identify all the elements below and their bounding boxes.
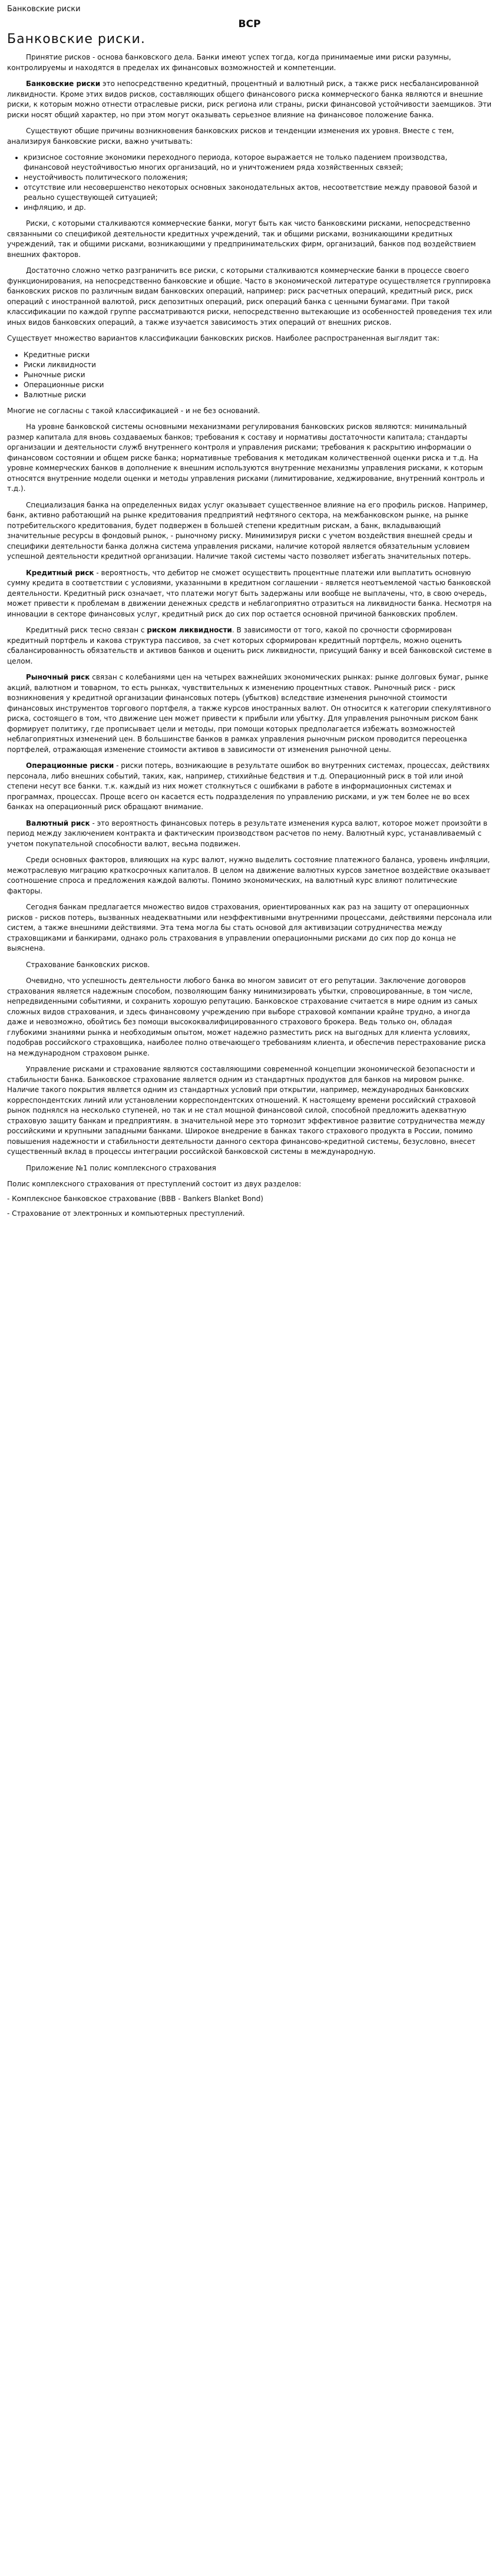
paragraph-disagree: Многие не согласны с такой классификацией - и не без оснований. [7,406,260,415]
document-title: Банковские риски [7,5,81,14]
paragraph-credit-risk [7,568,492,620]
paragraph-risk-types: Риски, с которыми сталкиваются коммерческие банки, могут быть как чисто банковскими рисками, непосредственно связанными со спецификой деятельности кредитных учреждений, так и общими рисками, возникающими кредитных учреждений, так и общими рисками, возникающими у предпринимательских фирм, организаций, банков под воздействием внешних факторов. [7,219,476,259]
paragraph-currency-risk [7,819,492,850]
policy-section-2: - Страхование от электронных и компьютерных преступлений. [7,1209,245,1218]
bold-term: Банковские риски [26,80,101,88]
list-item: • Кредитные риски [24,350,492,360]
risk-classification-list [7,350,492,400]
list-item: • Валютные риски [24,390,492,400]
appendix-title: Приложение №1 полис комплексного страхования [26,1163,216,1172]
paragraph-regulation: На уровне банковской системы основными механизмами регулирования банковских рисков являются: минимальный размер капитала для вновь создаваемых банков; требования к составу и нормативы достаточности капитала; стандарты организации и деятельности служб внутреннего контроля и управления рисками; требования к раскрытию информации о финансовом состоянии и общем риске банка; нормативные требования к методикам количественной оценки риска и т.д. На уровне коммерческих банков в дополнение к внешним используются внутренние механизмы управления рисками, к которым относятся внутренние модели оценки и методы управления рисками (лимитирование, хеджирование, внутренний контроль и т.д.). [7,423,485,493]
subheading-insurance: Страхование банковских рисков. [26,960,150,969]
bold-term: риском ликвидности [147,626,232,634]
policy-section-1: - Комплексное банковское страхование (BBB - Bankers Blanket Bond) [7,1195,263,1203]
paragraph-classification: Достаточно сложно четко разграничить все риски, с которыми сталкиваются коммерческие банки в процессе своего функционирования, на непосредственно банковские и общие. Часто в экономической литературе осуществляется группировка банковских рисков по различным видам банковских операций, например: риск расчетных операций, кредитный риск, риск операций с иностранной валютой, риск депозитных операций, риск операций банка с ценными бумагами. При такой классификации по каждой группе рассматриваются риски, непосредственно вытекающие из особенностей проведения тех или иных видов банковских операций, а также изучается зависимость этих операций от внешних рисков. [7,266,492,326]
paragraph-text: - риски потерь, возникающие в результате ошибок во внутренних системах, процессах, действиях персонала, либо внешних событий, таких, как, например, стихийные бедствия и т.д. Операционный риск в той или иной степени несут все банки. т.к. каждый из них может столкнуться с ошибками в работе в информационных системах и программах, процессах. Проще всего он касается есть подразделения по управлению рисками, и уж тем более не во всех банках на операционный риск обращают внимание. [7,761,490,811]
paragraph-risk-management: Управление рисками и страхование являются составляющими современной концепции экономической безопасности и стабильности банка. Банковское страхование является одним из стандартных продуктов для банков на мировом рынке. Наличие такого покрытия является одним из стандартных условий при открытии, например, международных банковских корреспондентских линий или установлении корреспондентских отношений. К настоящему времени российский страховой рынок поднялся на несколько ступеней, но так и не стал мощной финансовой силой, способной предложить адекватную страховую защиту банкам и предприятиям. в значительной мере это тормозит эффективное развитие сотрудничества между российскими и крупными западными банками. Широкое внедрение в банках такого страхового продукта в России, помимо повышения надежности и стабильности деятельности данного сектора финансово-кредитной системы, безусловно, внесет существенный вклад в процессы интеграции российской банковской системы в международную. [7,1065,485,1156]
paragraph-policy: Полис комплексного страхования от преступлений состоит из двух разделов: [7,1180,302,1188]
center-title: ВСР [238,18,261,30]
bold-term: Операционные риски [26,761,114,770]
paragraph-currency-factors: Среди основных факторов, влияющих на курс валют, нужно выделить состояние платежного баланса, уровень инфляции, межотраслевую миграцию краткосрочных капиталов. В целом на движение валютных курсов заметное воздействие оказывает соотношение спроса и предложения каждой валюты. Помимо экономических, на валютный курс влияют политические факторы. [7,856,491,895]
paragraph-text: это непосредственно кредитный, процентный и валютный риск, а также риск несбалансированной ликвидности. Кроме этих видов рисков, составляющих общего финансового риска коммерческого банка являются и внешние риски, к которым можно отнести отраслевые риски, риск региона или страны, риски финансовой устойчивости заемщиков. Эти риски носят общий характер, но при этом могут оказывать серьезное влияние на финансовое положение банка. [7,80,492,119]
bold-term: Кредитный риск [26,568,94,577]
list-item: • инфляцию, и др. [24,203,492,213]
list-item: • кризисное состояние экономики переходного периода, которое выражается не только падением производства, финансовой неустойчивостью многих организаций, но и уничтожением ряда хозяйственных связей; [24,153,492,173]
paragraph-intro: Принятие рисков - основа банковского дела. Банки имеют успех тогда, когда принимаемые ими риски разумны, контролируемы и находятся в пределах их финансовых возможностей и компетенции. [7,53,451,72]
paragraph-variants: Существует множество вариантов классификации банковских рисков. Наиболее распространенная выглядит так: [7,334,439,342]
list-item: • Рыночные риски [24,370,492,380]
paragraph-insurance-offers: Сегодня банкам предлагается множество видов страхования, ориентированных как раз на защиту от операционных рисков - рисков потерь, вызванных неадекватными или неэффективными внутренними процессами, действиями персонала или систем, а также внешними действиями. Эта тема могла бы стать основой для активизации сотрудничества между страховщиками и банкирами, однако роль страхования в управлении операционными рисками до сих пор до конца не выяснена. [7,903,492,952]
list-item: • неустойчивость политического положения; [24,173,492,183]
paragraph-text: - это вероятность финансовых потерь в результате изменения курса валют, которое может произойти в период между заключением контракта и фактическим производством расчетов по нему. Валютный курс, устанавливаемый с учетом покупательной способности валют, весьма подвижен. [7,819,488,848]
paragraph-liquidity-risk [7,625,492,667]
paragraph-market-risk [7,672,492,755]
paragraph-operational-risk [7,761,492,813]
list-item: • Риски ликвидности [24,360,492,370]
paragraph-text: . В зависимости от того, какой по срочности сформирован кредитный портфель и какова структура пассивов, за счет которых сформирован кредитный портфель, можно оценить сбалансированность обязательств и активов банков и оценить риск ликвидности, присущий банку и всей банковской системе в целом. [7,626,492,665]
document-page [0,5,499,1219]
list-item: • Операционные риски [24,380,492,390]
paragraph-specialization: Специализация банка на определенных видах услуг оказывает существенное влияние на его профиль рисков. Например, банк, активно работающий на рынке кредитования предприятий нефтяного сектора, на межбанковском рынке, на рынке потребительского кредитования, будет подвержен в большей степени кредитным рискам, а банк, вкладывающий значительные ресурсы в фондовый рынок, - рыночному риску. Минимизируя риски с учетом воздействия внешней среды и специфики деятельности банка должна система управления рисками, наличие которой является обязательным условием успешной деятельности кредитной организации. Наличие такой системы часто позволяет избегать значительных потерь. [7,500,488,560]
causes-list [7,153,492,213]
bold-term: Валютный риск [26,819,90,827]
paragraph-text: связан с колебаниями цен на четырех важнейших экономических рынках: рынке долговых бумаг, рынке акций, валютном и товарном, то есть рынках, чувствительных к изменению процентных ставок. Рыночный риск - риск возникновения у кредитной организации финансовых потерь (убытков) вследствие изменения рыночной стоимости финансовых инструментов торгового портфеля, а также курсов иностранных валют. Он относится к категории спекулятивного риска, состоящего в том, что движение цен может привести к прибыли или убытку. Для управления рыночным риском банк формирует политику, где прописывает цели и методы, при помощи которых предполагается избежать возможностей неблагоприятных изменений цен. В большинстве банков в рамках управления рыночным риском проводится переоценка портфелей, отражающая изменение стоимости активов в зависимости от изменения рыночной цены. [7,673,491,754]
paragraph-reputation: Очевидно, что успешность деятельности любого банка во многом зависит от его репутации. Заключение договоров страхования является надежным способом, позволяющим банку минимизировать убытки, спровоцированные, в том числе, непредвиденными событиями, и сохранить хорошую репутацию. Банковское страхование считается в мире одним из самых сложных видов страхования, и здесь финансовому учреждению при выборе страховой компании крайне трудно, а иногда даже и невозможно, обойтись без помощи высококвалифицированного страхового брокера. Ведь только он, обладая глубокими знаниями рынка и необходимым опытом, может надежно разместить риск на выгодных для клиента условиях, подобрав российского страховщика, наиболее полно отвечающего требованиям клиента, и обеспечив перестрахование риска на международном страховом рынке. [7,977,486,1057]
list-item: • отсутствие или несовершенство некоторых основных законодательных актов, несоответствие между правовой базой и реально существующей ситуацией; [24,183,492,203]
paragraph-text: Кредитный риск тесно связан с [26,626,147,634]
paragraph-causes: Существуют общие причины возникновения банковских рисков и тенденции изменения их уровня. Вместе с тем, анализируя банковские риски, важно учитывать: [7,127,454,146]
main-heading: Банковские риски. [7,32,146,47]
paragraph-bank-risks [7,79,492,120]
bold-term: Рыночный риск [26,673,90,681]
paragraph-text: - вероятность, что дебитор не сможет осуществить процентные платежи или выплатить основную сумму кредита в соответствии с условиями, указанными в кредитном соглашении - является неотъемлемой частью банковской деятельности. Кредитный риск означает, что платежи могут быть задержаны или вообще не выплачены, что, в свою очередь, может привести к проблемам в движении денежных средств и неблагоприятно отразиться на ликвидности банка. Несмотря на инновации в секторе финансовых услуг, кредитный риск до сих пор остается основной причиной банковских проблем. [7,568,492,618]
